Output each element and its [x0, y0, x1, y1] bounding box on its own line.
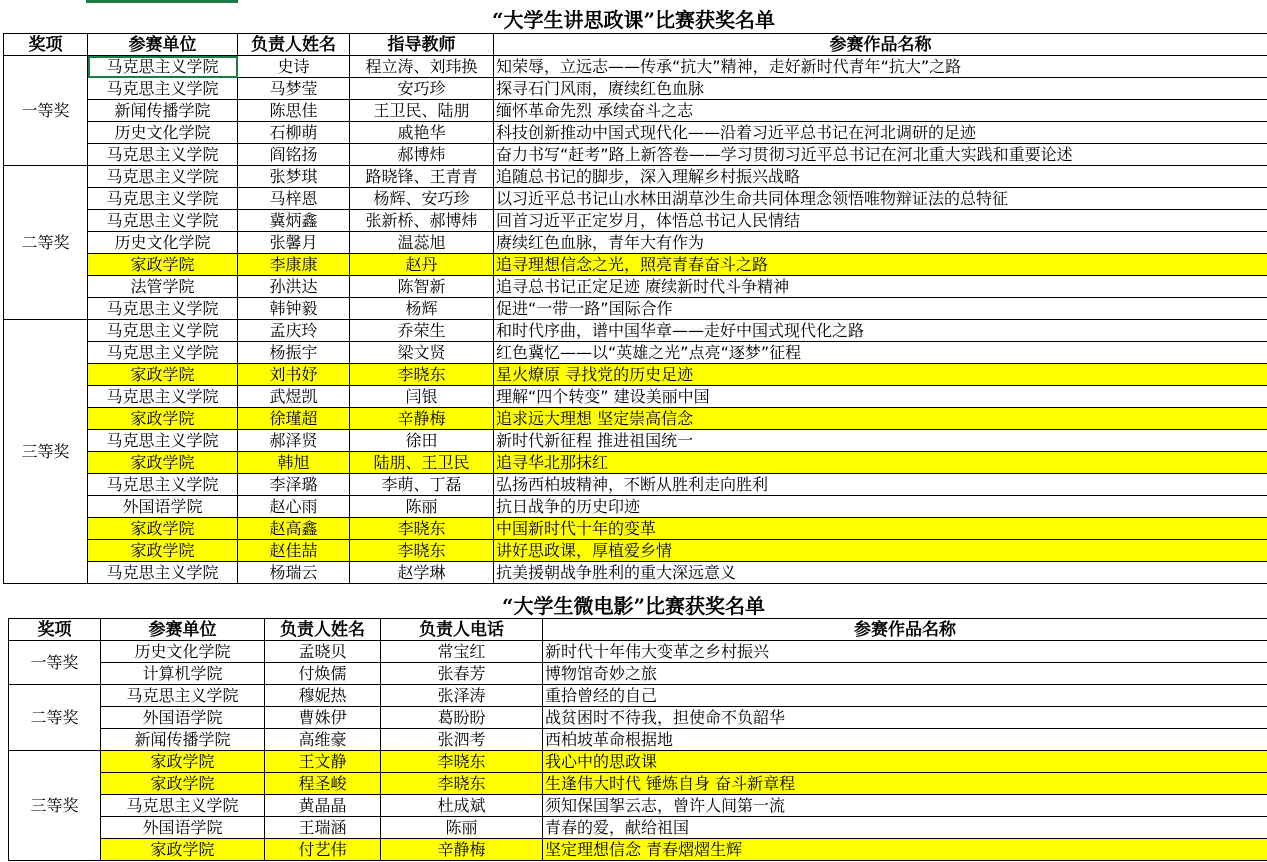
teacher-cell[interactable]: 乔荣生 [350, 320, 494, 342]
award-cell[interactable]: 二等奖 [4, 166, 88, 320]
name-cell[interactable]: 郝泽贤 [238, 430, 350, 452]
teacher-cell[interactable]: 辛静梅 [350, 408, 494, 430]
name-cell[interactable]: 武煜凯 [238, 386, 350, 408]
unit-cell[interactable]: 家政学院 [88, 408, 238, 430]
name-cell[interactable]: 王文静 [265, 751, 381, 773]
teacher-cell[interactable]: 赵丹 [350, 254, 494, 276]
teacher-cell[interactable]: 赵学琳 [350, 562, 494, 584]
table-row [4, 496, 1267, 518]
unit-cell[interactable]: 马克思主义学院 [88, 188, 238, 210]
name-cell[interactable]: 孟晓贝 [265, 641, 381, 663]
header-work[interactable]: 参赛作品名称 [543, 619, 1267, 641]
phone-cell[interactable]: 葛盼盼 [381, 707, 543, 729]
table-row [4, 232, 1267, 254]
unit-cell[interactable]: 马克思主义学院 [101, 685, 265, 707]
unit-cell[interactable]: 马克思主义学院 [88, 474, 238, 496]
unit-cell[interactable]: 马克思主义学院 [88, 298, 238, 320]
unit-cell[interactable]: 历史文化学院 [101, 641, 265, 663]
name-cell[interactable]: 阎铭扬 [238, 144, 350, 166]
unit-cell[interactable]: 新闻传播学院 [101, 729, 265, 751]
name-cell[interactable]: 徐瑾超 [238, 408, 350, 430]
work-cell[interactable]: 缅怀革命先烈 承续奋斗之志 [494, 100, 1267, 122]
unit-cell[interactable]: 家政学院 [88, 254, 238, 276]
name-cell[interactable]: 韩旭 [238, 452, 350, 474]
work-cell[interactable]: 赓续红色血脉，青年大有作为 [494, 232, 1267, 254]
name-cell[interactable]: 史诗 [238, 56, 350, 78]
work-cell[interactable]: 西柏坡革命根据地 [543, 729, 1267, 751]
unit-cell[interactable]: 外国语学院 [88, 496, 238, 518]
teacher-cell[interactable]: 郝博炜 [350, 144, 494, 166]
table1-header-row [4, 34, 1267, 56]
name-cell[interactable]: 李康康 [238, 254, 350, 276]
work-cell[interactable]: 探寻石门风雨，赓续红色血脉 [494, 78, 1267, 100]
table-row [4, 518, 1267, 540]
table-row [4, 254, 1267, 276]
table-row [4, 144, 1267, 166]
unit-cell[interactable]: 外国语学院 [101, 707, 265, 729]
name-cell[interactable]: 张梦琪 [238, 166, 350, 188]
unit-cell[interactable]: 法管学院 [88, 276, 238, 298]
phone-cell[interactable]: 李晓东 [381, 751, 543, 773]
work-cell[interactable]: 追寻华北那抹红 [494, 452, 1267, 474]
phone-cell[interactable]: 张春芳 [381, 663, 543, 685]
name-cell[interactable]: 高维豪 [265, 729, 381, 751]
teacher-cell[interactable]: 李晓东 [350, 364, 494, 386]
header-award[interactable]: 奖项 [9, 619, 101, 641]
unit-cell[interactable]: 新闻传播学院 [88, 100, 238, 122]
header-name[interactable]: 负责人姓名 [238, 34, 350, 56]
name-cell[interactable]: 王瑞涵 [265, 817, 381, 839]
header-phone[interactable]: 负责人电话 [381, 619, 543, 641]
work-cell[interactable]: 新时代新征程 推进祖国统一 [494, 430, 1267, 452]
teacher-cell[interactable]: 杨辉、安巧珍 [350, 188, 494, 210]
table-row [4, 166, 1267, 188]
unit-cell[interactable]: 历史文化学院 [88, 232, 238, 254]
header-unit[interactable]: 参赛单位 [101, 619, 265, 641]
unit-cell[interactable]: 家政学院 [101, 773, 265, 795]
table2-title: “大学生微电影”比赛获奖名单 [501, 594, 765, 618]
work-cell[interactable]: 追随总书记的脚步，深入理解乡村振兴战略 [494, 166, 1267, 188]
unit-cell[interactable]: 马克思主义学院 [88, 166, 238, 188]
award-cell[interactable]: 一等奖 [9, 641, 101, 685]
table-row [4, 56, 1267, 78]
work-cell[interactable]: 讲好思政课，厚植爱乡情 [494, 540, 1267, 562]
table-row [4, 320, 1267, 342]
unit-cell[interactable]: 马克思主义学院 [88, 386, 238, 408]
work-cell[interactable]: 弘扬西柏坡精神，不断从胜利走向胜利 [494, 474, 1267, 496]
unit-cell[interactable]: 马克思主义学院 [101, 795, 265, 817]
award-cell[interactable]: 三等奖 [9, 751, 101, 861]
work-cell[interactable]: 生逢伟大时代 锤炼自身 奋斗新章程 [543, 773, 1267, 795]
table-row [9, 839, 1267, 861]
unit-cell[interactable]: 家政学院 [88, 540, 238, 562]
phone-cell[interactable]: 常宝红 [381, 641, 543, 663]
table-row [4, 540, 1267, 562]
work-cell[interactable]: 以习近平总书记山水林田湖草沙生命共同体理念领悟唯物辩证法的总特征 [494, 188, 1267, 210]
table-row [9, 663, 1267, 685]
teacher-cell[interactable]: 程立涛、刘玮换 [350, 56, 494, 78]
unit-cell[interactable]: 马克思主义学院 [88, 562, 238, 584]
header-unit[interactable]: 参赛单位 [88, 34, 238, 56]
phone-cell[interactable]: 辛静梅 [381, 839, 543, 861]
teacher-cell[interactable]: 李晓东 [350, 518, 494, 540]
work-cell[interactable]: 追求远大理想 坚定崇高信念 [494, 408, 1267, 430]
table-row [9, 773, 1267, 795]
header-work[interactable]: 参赛作品名称 [494, 34, 1267, 56]
work-cell[interactable]: 知荣辱，立远志——传承“抗大”精神，走好新时代青年“抗大”之路 [494, 56, 1267, 78]
phone-cell[interactable]: 李晓东 [381, 773, 543, 795]
name-cell[interactable]: 付艺伟 [265, 839, 381, 861]
work-cell[interactable]: 博物馆奇妙之旅 [543, 663, 1267, 685]
work-cell[interactable]: 回首习近平正定岁月，体悟总书记人民情结 [494, 210, 1267, 232]
table-row [4, 430, 1267, 452]
unit-cell[interactable]: 家政学院 [101, 839, 265, 861]
table-row [4, 562, 1267, 584]
name-cell[interactable]: 韩钟毅 [238, 298, 350, 320]
table-row [9, 795, 1267, 817]
work-cell[interactable]: 中国新时代十年的变革 [494, 518, 1267, 540]
name-cell[interactable]: 赵佳喆 [238, 540, 350, 562]
name-cell[interactable]: 孟庆玲 [238, 320, 350, 342]
name-cell[interactable]: 赵高鑫 [238, 518, 350, 540]
unit-cell[interactable]: 家政学院 [88, 518, 238, 540]
table-row [4, 122, 1267, 144]
name-cell[interactable]: 曹姝伊 [265, 707, 381, 729]
unit-cell[interactable]: 马克思主义学院 [88, 342, 238, 364]
table-row [4, 408, 1267, 430]
award-cell[interactable]: 一等奖 [4, 56, 88, 166]
unit-cell[interactable]: 家政学院 [101, 751, 265, 773]
teacher-cell[interactable]: 安巧珍 [350, 78, 494, 100]
table-row [4, 298, 1267, 320]
column-selection-indicator [86, 0, 238, 3]
work-cell[interactable]: 星火燎原 寻找党的历史足迹 [494, 364, 1267, 386]
header-award[interactable]: 奖项 [4, 34, 88, 56]
unit-cell[interactable]: 马克思主义学院 [88, 320, 238, 342]
work-cell[interactable]: 促进“一带一路”国际合作 [494, 298, 1267, 320]
header-name[interactable]: 负责人姓名 [265, 619, 381, 641]
name-cell[interactable]: 黄晶晶 [265, 795, 381, 817]
name-cell[interactable]: 付焕儒 [265, 663, 381, 685]
unit-cell[interactable]: 计算机学院 [101, 663, 265, 685]
work-cell[interactable]: 青春的爱，献给祖国 [543, 817, 1267, 839]
work-cell[interactable]: 重拾曾经的自己 [543, 685, 1267, 707]
table-row [9, 685, 1267, 707]
name-cell[interactable]: 李泽璐 [238, 474, 350, 496]
work-cell[interactable]: 新时代十年伟大变革之乡村振兴 [543, 641, 1267, 663]
work-cell[interactable]: 战贫困时不待我，担使命不负韶华 [543, 707, 1267, 729]
table-row [4, 474, 1267, 496]
work-cell[interactable]: 须知保国挐云志，曾许人间第一流 [543, 795, 1267, 817]
teacher-cell[interactable]: 李晓东 [350, 540, 494, 562]
table1 [3, 33, 1267, 584]
work-cell[interactable]: 抗日战争的历史印迹 [494, 496, 1267, 518]
table-row [4, 452, 1267, 474]
teacher-cell[interactable]: 梁文贤 [350, 342, 494, 364]
phone-cell[interactable]: 杜成斌 [381, 795, 543, 817]
table1-title: “大学生讲思政课”比赛获奖名单 [491, 8, 775, 32]
table-row [9, 751, 1267, 773]
work-cell[interactable]: 科技创新推动中国式现代化——沿着习近平总书记在河北调研的足迹 [494, 122, 1267, 144]
award-cell[interactable]: 二等奖 [9, 685, 101, 751]
name-cell[interactable]: 孙洪达 [238, 276, 350, 298]
teacher-cell[interactable]: 王卫民、陆朋 [350, 100, 494, 122]
table-row [4, 342, 1267, 364]
name-cell[interactable]: 冀炳鑫 [238, 210, 350, 232]
table-row [4, 210, 1267, 232]
work-cell[interactable]: 和时代序曲，谱中国华章——走好中国式现代化之路 [494, 320, 1267, 342]
teacher-cell[interactable]: 戚艳华 [350, 122, 494, 144]
name-cell[interactable]: 马梓恩 [238, 188, 350, 210]
table-row [9, 641, 1267, 663]
award-cell[interactable]: 三等奖 [4, 320, 88, 584]
header-teacher[interactable]: 指导教师 [350, 34, 494, 56]
teacher-cell[interactable]: 李萌、丁磊 [350, 474, 494, 496]
unit-cell[interactable]: 马克思主义学院 [88, 78, 238, 100]
teacher-cell[interactable]: 张新桥、郝博炜 [350, 210, 494, 232]
table-row [4, 78, 1267, 100]
work-cell[interactable]: 坚定理想信念 青春熠熠生辉 [543, 839, 1267, 861]
name-cell[interactable]: 杨瑞云 [238, 562, 350, 584]
teacher-cell[interactable]: 徐田 [350, 430, 494, 452]
name-cell[interactable]: 杨振宇 [238, 342, 350, 364]
phone-cell[interactable]: 张泗考 [381, 729, 543, 751]
teacher-cell[interactable]: 陈智新 [350, 276, 494, 298]
table-row [4, 100, 1267, 122]
work-cell[interactable]: 理解“四个转变” 建设美丽中国 [494, 386, 1267, 408]
work-cell[interactable]: 我心中的思政课 [543, 751, 1267, 773]
name-cell[interactable]: 赵心雨 [238, 496, 350, 518]
phone-cell[interactable]: 张泽涛 [381, 685, 543, 707]
name-cell[interactable]: 马梦莹 [238, 78, 350, 100]
name-cell[interactable]: 穆妮热 [265, 685, 381, 707]
table2-header-row [9, 619, 1267, 641]
teacher-cell[interactable]: 路晓锋、王青青 [350, 166, 494, 188]
table-row [9, 707, 1267, 729]
unit-cell[interactable]: 马克思主义学院 [88, 210, 238, 232]
table-row [9, 729, 1267, 751]
work-cell[interactable]: 奋力书写“赶考”路上新答卷——学习贯彻习近平总书记在河北重大实践和重要论述 [494, 144, 1267, 166]
work-cell[interactable]: 抗美援朝战争胜利的重大深远意义 [494, 562, 1267, 584]
teacher-cell[interactable]: 陆朋、王卫民 [350, 452, 494, 474]
table-row [4, 364, 1267, 386]
name-cell[interactable]: 陈思佳 [238, 100, 350, 122]
unit-cell[interactable]: 马克思主义学院 [88, 430, 238, 452]
unit-cell[interactable]: 外国语学院 [101, 817, 265, 839]
teacher-cell[interactable]: 闫银 [350, 386, 494, 408]
unit-cell[interactable]: 马克思主义学院 [88, 144, 238, 166]
teacher-cell[interactable]: 温蕊旭 [350, 232, 494, 254]
name-cell[interactable]: 石柳萌 [238, 122, 350, 144]
table-row [4, 386, 1267, 408]
work-cell[interactable]: 追寻总书记正定足迹 赓续新时代斗争精神 [494, 276, 1267, 298]
name-cell[interactable]: 张馨月 [238, 232, 350, 254]
table-row [4, 276, 1267, 298]
teacher-cell[interactable]: 杨辉 [350, 298, 494, 320]
work-cell[interactable]: 追寻理想信念之光，照亮青春奋斗之路 [494, 254, 1267, 276]
unit-cell[interactable]: 历史文化学院 [88, 122, 238, 144]
unit-cell[interactable]: 马克思主义学院 [88, 56, 238, 78]
table-row [4, 188, 1267, 210]
table-row [9, 817, 1267, 839]
teacher-cell[interactable]: 陈丽 [350, 496, 494, 518]
work-cell[interactable]: 红色冀忆——以“英雄之光”点亮“逐梦”征程 [494, 342, 1267, 364]
name-cell[interactable]: 刘书妤 [238, 364, 350, 386]
phone-cell[interactable]: 陈丽 [381, 817, 543, 839]
name-cell[interactable]: 程圣峻 [265, 773, 381, 795]
unit-cell[interactable]: 家政学院 [88, 452, 238, 474]
unit-cell[interactable]: 家政学院 [88, 364, 238, 386]
table2 [8, 618, 1267, 861]
